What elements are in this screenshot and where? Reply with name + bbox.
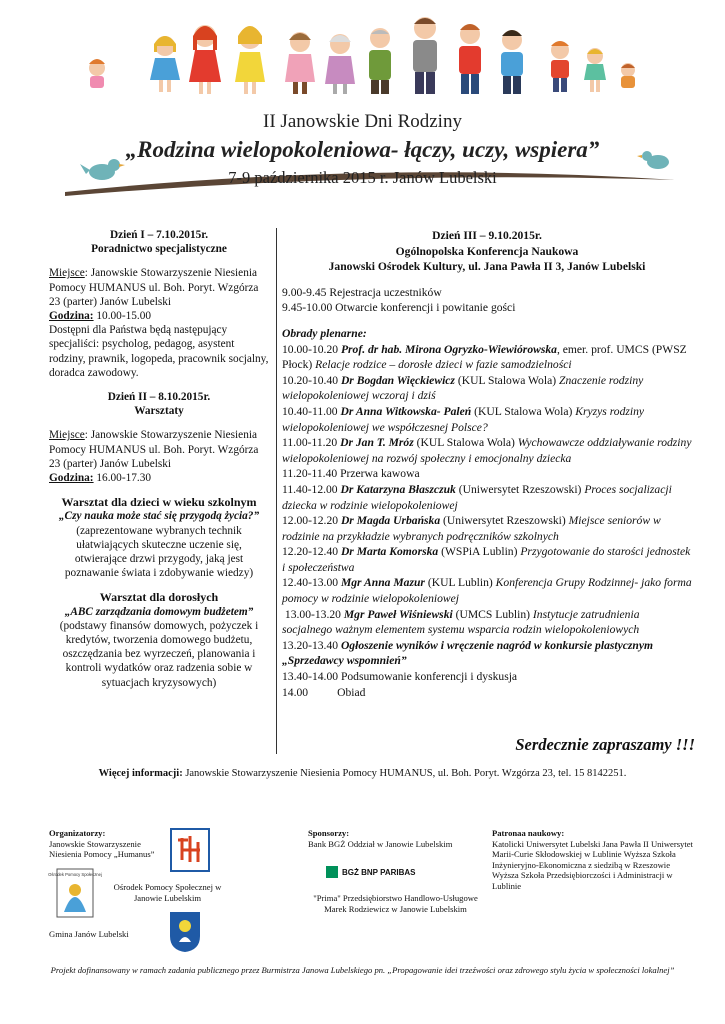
title-block [0,111,725,188]
more-info-text: Janowskie Stowarzyszenie Niesienia Pomocy HUMANUS, ul. Boh. Poryt. Wzgórza 23, tel. 15 8142251. [182,768,627,779]
opening-item: 9.45-10.00 Otwarcie konferencji i powitanie gości [282,301,516,315]
workshop-kids-desc: (zaprezentowane wybranych technik ułatwiających skuteczne uczenie się, otwierające drzwi przygody, jaką jest poznawanie świata i zdobywanie wiedzy) [64,524,254,580]
workshop-kids-title: Warsztat dla dzieci w wieku szkolnym [61,495,257,510]
sponsor-prima: "Prima" Przedsiębiorstwo Handlowo-Usługowe Marek Rodziewicz w Janowie Lubelskim [313,893,478,914]
invitation-text: Serdecznie zapraszamy !!! [515,735,695,754]
day1-hours-value: 10.00-15.00 [93,310,152,323]
opening-item: 9.00-9.45 Rejestracja uczestników [282,285,442,299]
program-time: 13.20-13.40 [282,638,341,652]
organizer-humanus: Janowskie Stowarzyszenie Niesienia Pomocy „Humanus” [49,838,155,860]
program-speaker: Mgr Paweł Wiśniewski [343,607,453,621]
day3-title: Dzień III – 9.10.2015r. [432,229,542,242]
day3-subtitle: Ogólnopolska Konferencja Naukowa [395,244,579,258]
day1-place-text: : Janowskie Stowarzyszenie Niesienia Pomocy HUMANUS ul. Boh. Poryt. Wzgórza 23 (parter) Janów Lubelski [49,267,259,308]
workshop-kids-theme: „Czy nauka może stać się przygodą życia?” [58,510,260,523]
day2-hours [49,471,269,485]
bank-logo-icon [326,866,338,878]
more-info [0,768,725,779]
program-speaker: Dr Anna Witkowska- Paleń [340,404,472,418]
family-banner-illustration [75,6,650,96]
program-speaker: Dr Jan T. Mróz [340,436,414,450]
program-item [282,544,692,575]
event-date-place: 7-9 października 2015 r. Janów Lubelski [228,168,497,187]
janow-crest-icon [168,910,202,954]
day2-hours-label: Godzina: [49,472,94,485]
program-affiliation: Przerwa kawowa [340,467,420,481]
day2-title: Dzień II – 8.10.2015r. [107,391,211,404]
program-item [282,466,692,482]
day2-place-label: Miejsce [49,429,85,442]
workshop-adults-desc: (podstawy finansów domowych, pożyczek i kredytów, tworzenia domowego budżetu, oszczędzania bez wyrzeczeń, planowania i kontroli wydatków oraz radzenia sobie w sytuacjach kryzysowych) [59,619,259,689]
program-item [282,669,692,685]
day1-hours-label: Godzina: [49,310,94,323]
program-affiliation: (Uniwersytet Rzeszowski) [455,482,585,496]
program-speaker: Ogłoszenie wyników i wręczenie nagród w konkursie plastycznym „Sprzedawcy wspomnień” [282,638,654,668]
day1-place-label: Miejsce [49,267,85,280]
program-time: 10.00-10.20 [282,342,341,356]
program-affiliation: (KUL Stalowa Wola) [413,436,518,450]
program-time: 13.40-14.00 [282,670,341,684]
sponsor-bank: Bank BGŻ Oddział w Janowie Lubelskim [308,838,453,849]
program-speaker: Mgr Anna Mazur [340,576,425,590]
day3-venue: Janowski Ośrodek Kultury, ul. Jana Pawła II 3, Janów Lubelski [328,260,646,274]
program-time: 12.00-12.20 [282,514,341,528]
program-item [282,638,692,669]
program-time: 11.20-11.40 [282,467,341,481]
program-speaker: Prof. dr hab. Mirona Ogryzko-Wiewiórowska [340,342,557,356]
bank-logo-text: BGŻ BNP PARIBAS [342,867,416,877]
program-speaker: Dr Magda Urbańska [340,514,441,528]
program-topic: Znaczenie rodziny wielopokoleniowej wczoraj i dziś [282,373,644,403]
plenary-label: Obrady plenarne: [282,326,367,340]
program-item [282,404,692,435]
day2-subtitle: Warsztaty [134,405,184,418]
program-topic: Proces socjalizacji dziecka w rodzinie wielopokoleniowej [282,482,672,512]
patronage-label: Patronaa naukowy: [492,828,565,838]
funding-note: Projekt dofinansowany w ramach zadania publicznego przez Burmistrza Janowa Lubelskiego pn. „Propagowanie idei trzeźwości oraz zdrowego stylu życia w społeczności lokalnej” [50,965,675,975]
organizer-ops: Ośrodek Pomocy Społecznej w Janowie Lubelskim [113,882,222,903]
patronage-block [492,828,697,892]
program-item [282,373,692,404]
program-time: 14.00 [282,685,338,699]
program-time: 11.40-12.00 [282,482,341,496]
right-column [282,228,692,700]
program-topic: Wychowawcze oddziaływanie rodziny wielopokoleniowej na rozwój społeczny i emocjonalny dziecka [282,436,692,465]
program-time: 12.20-12.40 [282,545,341,559]
program-topic: Instytucje zatrudnienia socjalnego ważnym elementem systemu wsparcia rodzin wielopokoleniowych [282,607,640,637]
ops-logo-text: Ośrodek Pomocy Społecznej [48,872,102,877]
bank-logo [326,864,436,880]
day1-description: Dostępni dla Państwa będą następujący specjaliści: psycholog, pedagog, asystent rodziny, prawnik, logopeda, pracownik socjalny, doradca zawodowy. [49,324,269,379]
program-affiliation: (KUL Stalowa Wola) [471,404,576,418]
program-topic: Konferencja Grupy Rodzinnej- jako forma pomocy w rodzinie wielopokoleniowej [282,576,692,606]
program-topic: Relacje rodzice – dorosłe dzieci w fazie samodzielności [315,358,572,372]
program-item [282,685,692,701]
program-time: 12.40-13.00 [282,576,341,590]
program-topic: Kryzys rodziny wielopokoleniowej we współczesnej Polsce? [282,404,645,434]
day1-title: Dzień I – 7.10.2015r. [109,229,209,241]
day1-subtitle: Poradnictwo specjalistyczne [91,243,227,256]
program-speaker: Dr Bogdan Więckiewicz [340,373,455,387]
event-slogan: „Rodzina wielopokoleniowa- łączy, uczy, wspiera” [125,137,600,162]
program-affiliation: Obiad [337,685,366,699]
more-info-label: Więcej informacji: [98,768,183,779]
event-name: II Janowskie Dni Rodziny [263,111,462,132]
program-list [282,342,692,701]
program-affiliation: (KUL Stalowa Wola) [454,373,559,387]
program-topic: Miejsce seniorów w rodzinie na przykładzie wybranych podręczników szkolnych [282,514,661,543]
program-time: 10.40-11.00 [282,404,341,418]
program-item [282,607,692,638]
day2-place-text: : Janowskie Stowarzyszenie Niesienia Pomocy HUMANUS ul. Boh. Poryt. Wzgórza 23 (parter) Janów Lubelski [49,429,259,470]
program-affiliation: Podsumowanie konferencji i dyskusja [340,670,518,684]
program-affiliation: (UMCS Lublin) [452,607,533,621]
program-speaker: Dr Marta Komorska [340,545,439,559]
program-item [282,435,692,466]
family-figures [89,17,635,94]
program-item [282,513,692,544]
day2-hours-value: 16.00-17.30 [93,472,152,485]
day1-hours [49,309,269,323]
sponsors-block [308,828,483,849]
patronage-text: Katolicki Uniwersytet Lubelski Jana Pawła II Uniwersytet Marii-Curie Skłodowskiej w Lublinie Wyższa Szkoła Inżynieryjno-Ekonomiczna z siedzibą w Rzeszowie Wyższa Szkoła Przedsiębiorczości i Administracji w Lublinie [492,838,693,891]
left-column [49,228,269,690]
program-speaker: Dr Katarzyna Błaszczuk [340,482,456,496]
program-time: 11.00-11.20 [282,436,341,450]
program-time: 13.00-13.20 [282,607,344,621]
organizer-gmina: Gmina Janów Lubelski [49,929,129,939]
workshop-adults-title: Warsztat dla dorosłych [99,590,219,605]
organizers-block [49,828,174,860]
program-topic: Przygotowanie do starości jednostek i społeczeństwa [282,545,691,574]
workshop-adults-theme: „ABC zarządzania domowym budżetem” [64,605,254,618]
program-affiliation: (KUL Lublin) [424,576,496,590]
day1-place [49,266,269,309]
program-item [282,575,692,606]
program-affiliation: (WSPiA Lublin) [438,545,521,559]
humanus-logo [170,828,210,872]
program-affiliation: (Uniwersytet Rzeszowski) [440,514,569,528]
column-divider [276,228,277,754]
sponsors-label: Sponsorzy: [308,828,350,838]
organizers-label: Organizatorzy: [49,828,106,838]
program-item [282,482,692,513]
ops-logo [48,868,102,918]
program-affiliation: , emer. prof. UMCS (PWSZ Płock) [282,342,687,372]
opening-list [282,285,692,316]
program-item [282,342,692,373]
day2-place [49,428,269,471]
program-time: 10.20-10.40 [282,373,341,387]
